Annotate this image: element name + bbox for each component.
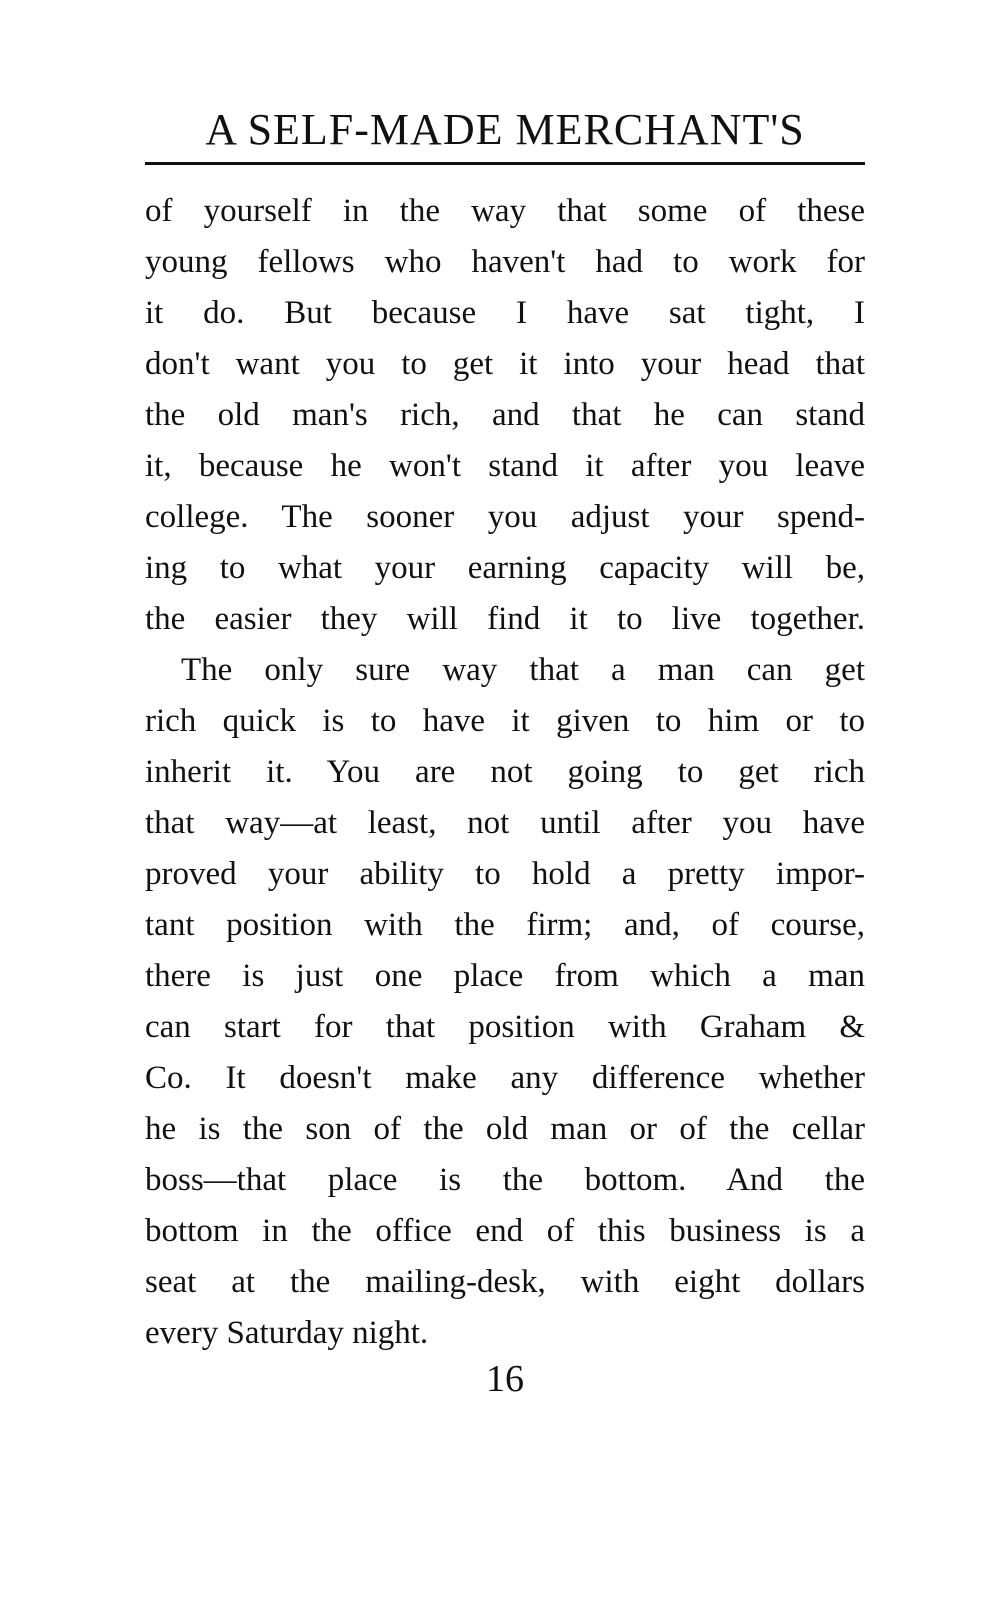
- running-head: A SELF-MADE MERCHANT'S: [205, 105, 805, 154]
- text-line: inherit it. You are not going to get rich: [145, 754, 865, 790]
- text-line: young fellows who haven't had to work for: [145, 244, 865, 280]
- text-line: can start for that position with Graham &: [145, 1009, 865, 1045]
- header-rule: [145, 162, 865, 165]
- text-line: seat at the mailing-desk, with eight dollars: [145, 1264, 865, 1300]
- text-line: Co. It doesn't make any difference whether: [145, 1060, 865, 1096]
- text-line: tant position with the firm; and, of course,: [145, 907, 865, 943]
- text-line: The only sure way that a man can get: [181, 652, 865, 688]
- text-line: that way—at least, not until after you have: [145, 805, 865, 841]
- text-line: he is the son of the old man or of the cellar: [145, 1111, 865, 1147]
- body-text: [145, 186, 865, 1359]
- text-line: the old man's rich, and that he can stand: [145, 397, 865, 433]
- paragraph: [145, 645, 865, 1359]
- text-line: college. The sooner you adjust your spend-: [145, 499, 865, 535]
- text-line: it do. But because I have sat tight, I: [145, 295, 865, 331]
- text-line: of yourself in the way that some of these: [145, 193, 865, 229]
- text-line: ing to what your earning capacity will be,: [145, 550, 865, 586]
- text-line: don't want you to get it into your head that: [145, 346, 865, 382]
- text-line: bottom in the office end of this business is a: [145, 1213, 865, 1249]
- text-line: it, because he won't stand it after you leave: [145, 448, 865, 484]
- text-line: the easier they will find it to live together.: [145, 601, 865, 637]
- text-line: there is just one place from which a man: [145, 958, 865, 994]
- text-line: rich quick is to have it given to him or to: [145, 703, 865, 739]
- paragraph: [145, 186, 865, 645]
- text-line: every Saturday night.: [145, 1315, 429, 1351]
- text-line: proved your ability to hold a pretty impor-: [145, 856, 865, 892]
- text-line: boss—that place is the bottom. And the: [145, 1162, 865, 1198]
- page-number: 16: [486, 1358, 524, 1400]
